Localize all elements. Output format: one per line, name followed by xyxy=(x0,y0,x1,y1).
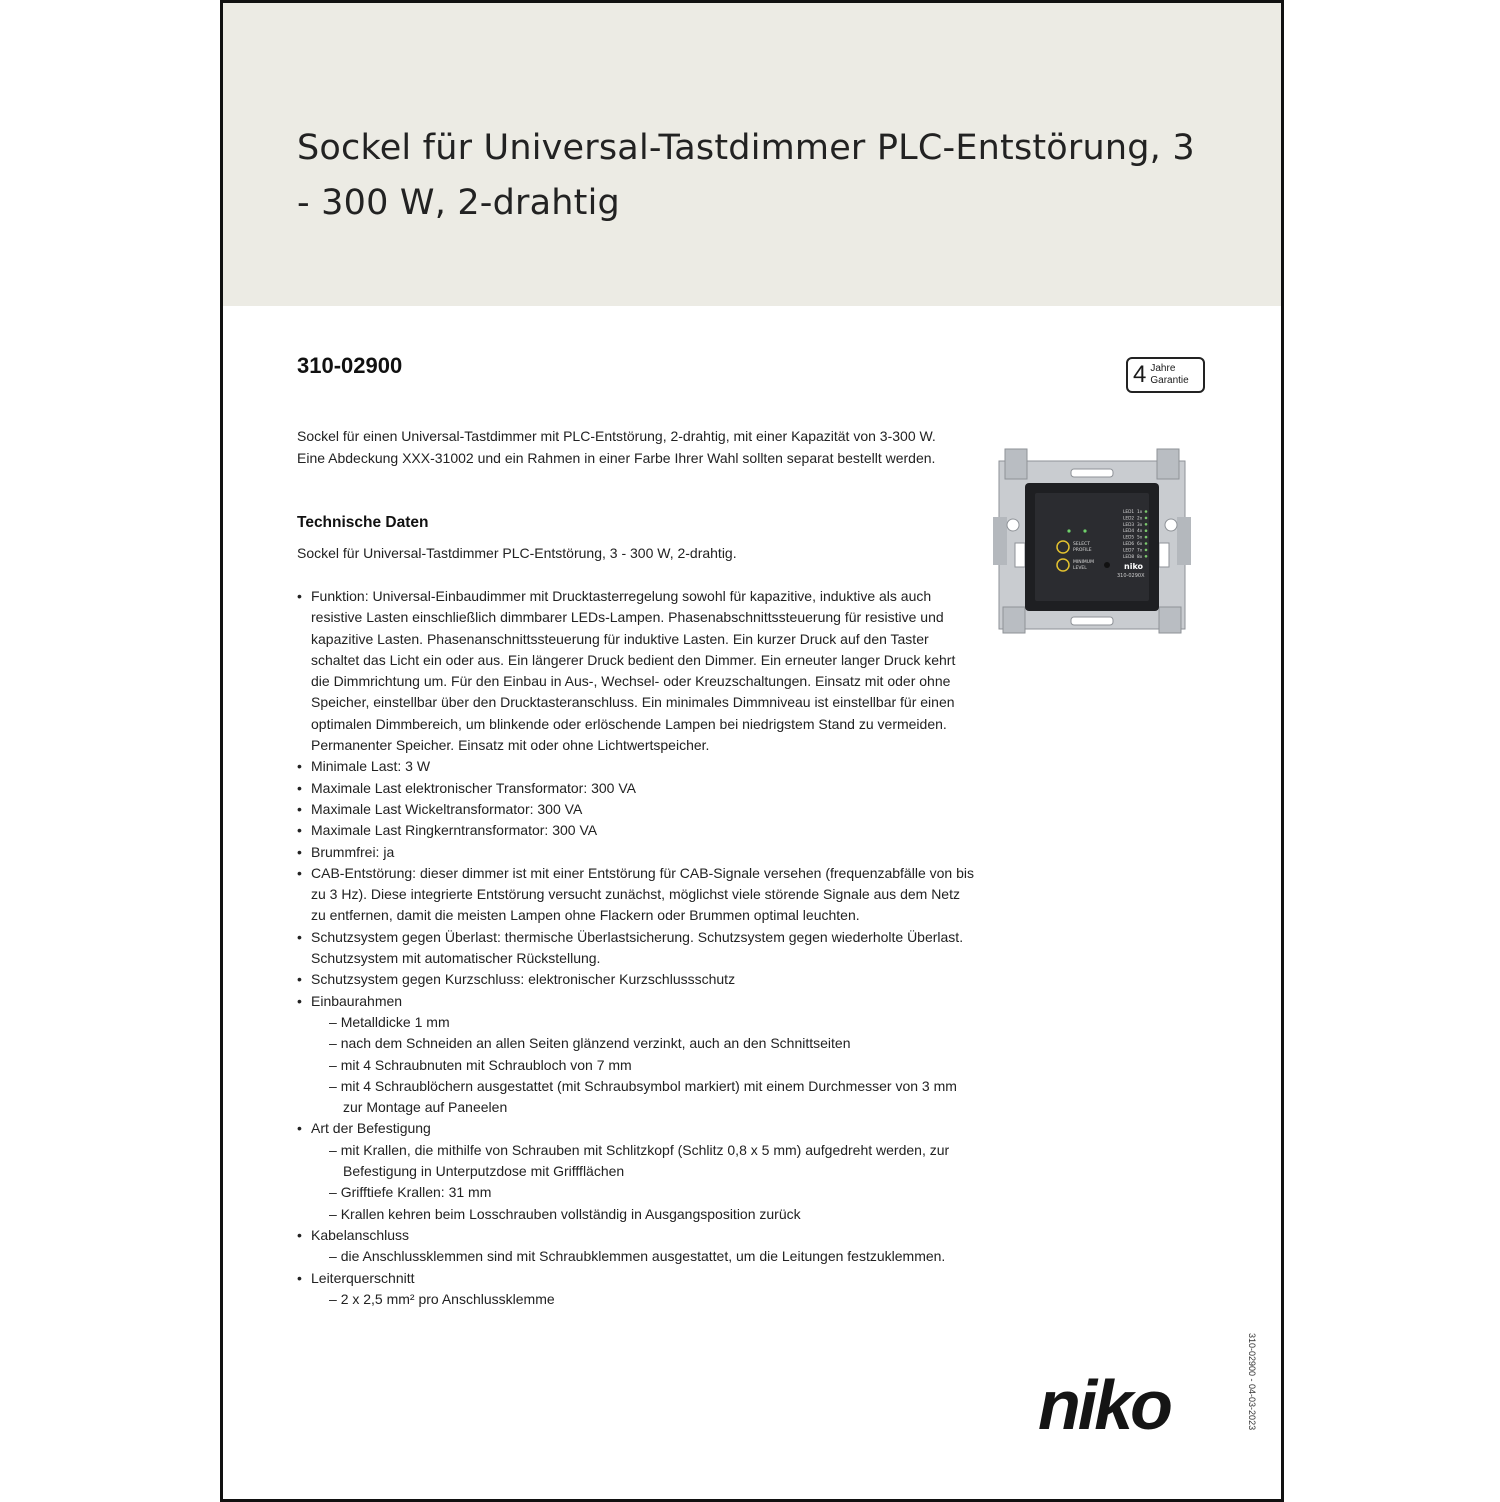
spec-item-text: Minimale Last: 3 W xyxy=(311,758,431,775)
spec-subitem: – nach dem Schneiden an allen Seiten glänzend verzinkt, auch an den Schnittseiten xyxy=(311,1033,977,1054)
led-label: LED2 xyxy=(1123,516,1135,522)
spec-subitem: – Metalldicke 1 mm xyxy=(311,1012,977,1033)
spec-item-text: Funktion: Universal-Einbaudimmer mit Drucktasterregelung sowohl für kapazitive, induktive als auch resistive Lasten einschließlich dimmbarer LEDs-Lampen. Phasenabschnittssteuerung für resistive und kapazitive Lasten. Phasenanschnittssteuerung für induktive Lasten. Ein kurzer Druck auf den Taster schaltet das Licht ein oder aus. Ein längerer Druck bedient den Dimmer. Ein erneuter langer Druck kehrt die Dimmrichtung um. Für den Einbau in Aus-, Wechsel- oder Kreuzschaltungen. Einsatz mit oder ohne Speicher, einstellbar über den Drucktasteranschluss. Ein minimales Dimmniveau ist einstellbar für einen optimalen Dimmbereich, um blinkende oder erlöschende Lampen bei niedrigstem Stand zu vermeiden. Permanenter Speicher. Einsatz mit oder ohne Lichtwertspeicher. xyxy=(311,588,956,754)
led-dot-icon xyxy=(1145,510,1148,513)
product-code: 310-02900 xyxy=(297,353,403,378)
datasheet-page xyxy=(220,0,1284,1502)
minimum-label-2: LEVEL xyxy=(1073,566,1087,571)
spec-item xyxy=(297,927,977,970)
led-label: LED8 xyxy=(1123,554,1135,560)
led-dot-icon xyxy=(1145,549,1148,552)
spec-sublist xyxy=(311,1012,977,1118)
spec-item-text: Art der Befestigung xyxy=(311,1120,431,1137)
section-heading: Technische Daten xyxy=(297,514,429,531)
spec-item xyxy=(297,969,977,990)
led-dot-icon xyxy=(1145,536,1148,539)
spec-subitem: – die Anschlussklemmen sind mit Schraubklemmen ausgestattet, um die Leitungen festzuklemmen. xyxy=(311,1246,977,1267)
warranty-badge xyxy=(1126,357,1205,393)
niko-logo: niko xyxy=(1038,1366,1170,1444)
page-title: Sockel für Universal-Tastdimmer PLC-Entstörung, 3 - 300 W, 2-drahtig xyxy=(297,128,1195,223)
led-dot-icon xyxy=(1145,542,1148,545)
led-label: LED7 xyxy=(1123,548,1135,554)
led-label: LED3 xyxy=(1123,522,1135,528)
led-label: LED6 xyxy=(1123,542,1135,547)
led-code: 1x xyxy=(1137,510,1143,515)
spec-item-text: Schutzsystem gegen Überlast: thermische Überlastsicherung. Schutzsystem gegen wiederholte Überlast. Schutzsystem mit automatischer Rückstellung. xyxy=(311,928,964,967)
document-reference: 310-02900 - 04-03-2023 xyxy=(1247,1333,1257,1431)
spec-item xyxy=(297,778,977,799)
device-model: 310-0290X xyxy=(1117,573,1145,579)
title-banner xyxy=(223,3,1281,306)
warranty-years: 4 xyxy=(1133,361,1147,388)
spec-item-text: Maximale Last Ringkerntransformator: 300 VA xyxy=(311,822,598,839)
spec-sublist xyxy=(311,1289,977,1310)
led-code: 5x xyxy=(1137,535,1143,541)
spec-item xyxy=(297,799,977,820)
spec-subitem: – Grifftiefe Krallen: 31 mm xyxy=(311,1182,977,1203)
spec-subitem: – Krallen kehren beim Losschrauben vollständig in Ausgangsposition zurück xyxy=(311,1204,977,1225)
summary-line: Sockel für Universal-Tastdimmer PLC-Entstörung, 3 - 300 W, 2-drahtig. xyxy=(297,545,737,561)
spec-item-text: Kabelanschluss xyxy=(311,1226,410,1243)
spec-item-text: Maximale Last elektronischer Transformator: 300 VA xyxy=(311,779,636,796)
led-code: 2x xyxy=(1137,516,1143,522)
led-code: 8x xyxy=(1137,554,1143,560)
spec-subitem: – mit 4 Schraubnuten mit Schraubloch von 7 mm xyxy=(311,1055,977,1076)
spec-item xyxy=(297,1118,977,1224)
spec-item-text: Schutzsystem gegen Kurzschluss: elektronischer Kurzschlussschutz xyxy=(311,971,736,988)
spec-item xyxy=(297,991,977,1119)
spec-item xyxy=(297,820,977,841)
product-image xyxy=(991,447,1193,637)
warranty-text xyxy=(1150,363,1188,387)
warranty-line-1: Jahre xyxy=(1150,363,1176,374)
spec-sublist xyxy=(311,1246,977,1267)
led-label: LED1 xyxy=(1123,510,1135,515)
spec-item-text: Einbaurahmen xyxy=(311,992,403,1009)
led-label: LED5 xyxy=(1123,535,1135,541)
intro-paragraph: Sockel für einen Universal-Tastdimmer mit PLC-Entstörung, 2-drahtig, mit einer Kapazität von 3-300 W. Eine Abdeckung XXX-31002 und ein Rahmen in einer Farbe Ihrer Wahl sollten separat bestellt werden. xyxy=(297,428,936,466)
warranty-line-2: Garantie xyxy=(1150,375,1189,386)
spec-item-text: Leiterquerschnitt xyxy=(311,1269,415,1286)
minimum-label-1: MINIMUM xyxy=(1073,560,1094,565)
led-dot-icon xyxy=(1145,529,1148,532)
spec-item xyxy=(297,1225,977,1268)
led-dot-icon xyxy=(1145,523,1148,526)
spec-item xyxy=(297,842,977,863)
led-dot-icon xyxy=(1145,517,1148,520)
spec-item-text: Brummfrei: ja xyxy=(311,843,395,860)
spec-item-text: CAB-Entstörung: dieser dimmer ist mit einer Entstörung für CAB-Signale versehen (frequenzabfälle von bis zu 3 Hz). Diese integrierte Entstörung versucht zunächst, möglichst viele störende Signale aus dem Netz zu entfernen, damit die meisten Lampen ohne Flackern oder Brummen optimal leuchten. xyxy=(311,864,974,924)
spec-item-text: Maximale Last Wickeltransformator: 300 VA xyxy=(311,800,583,817)
spec-item xyxy=(297,586,977,756)
led-dot-icon xyxy=(1145,555,1148,558)
spec-sublist xyxy=(311,1140,977,1225)
spec-item xyxy=(297,1268,977,1311)
spec-subitem: – 2 x 2,5 mm² pro Anschlussklemme xyxy=(311,1289,977,1310)
spec-list xyxy=(297,586,977,1310)
device-brand: niko xyxy=(1124,562,1144,571)
spec-subitem: – mit 4 Schraublöchern ausgestattet (mit Schraubsymbol markiert) mit einem Durchmesser von 3 mm zur Montage auf Paneelen xyxy=(311,1076,977,1119)
led-code: 6x xyxy=(1137,542,1143,547)
led-code: 3x xyxy=(1137,522,1143,528)
led-code: 4x xyxy=(1137,529,1143,535)
select-label-1: SELECT xyxy=(1073,542,1090,547)
select-label-2: PROFILE xyxy=(1073,548,1092,553)
spec-item xyxy=(297,756,977,777)
spec-subitem: – mit Krallen, die mithilfe von Schrauben mit Schlitzkopf (Schlitz 0,8 x 5 mm) aufgedreht werden, zur Befestigung in Unterputzdose mit Griffflächen xyxy=(311,1140,977,1183)
spec-item xyxy=(297,863,977,927)
led-label: LED4 xyxy=(1123,529,1135,535)
led-code: 7x xyxy=(1137,548,1143,554)
